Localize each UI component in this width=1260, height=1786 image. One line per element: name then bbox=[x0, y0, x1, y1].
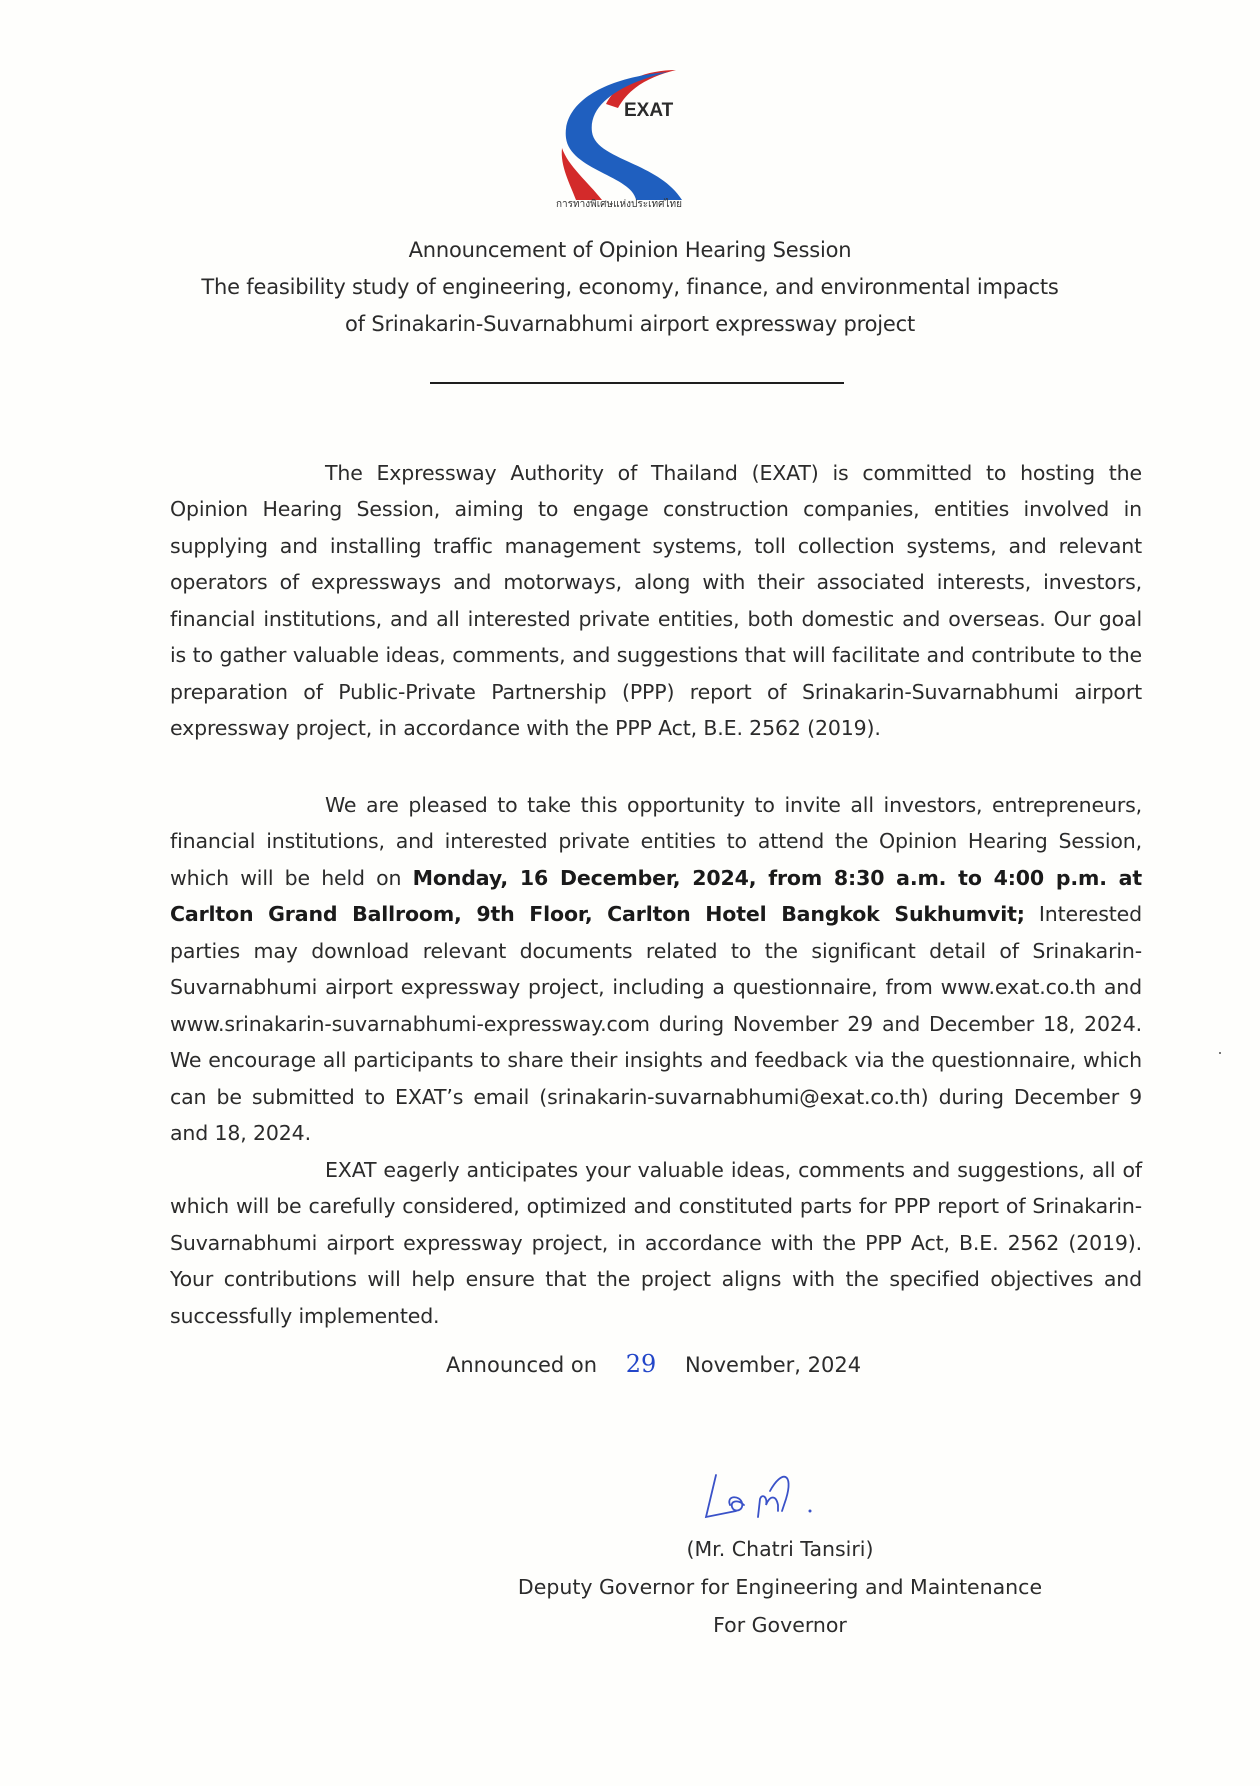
title-line-2: The feasibility study of engineering, economy, finance, and environmental impacts bbox=[201, 275, 1059, 299]
document-title bbox=[0, 232, 1260, 343]
title-divider bbox=[430, 382, 844, 384]
logo-text: EXAT bbox=[624, 100, 674, 121]
title-line-1: Announcement of Opinion Hearing Session bbox=[408, 238, 852, 262]
handwritten-signature-icon bbox=[700, 1455, 860, 1525]
announced-month-year: November, 2024 bbox=[685, 1353, 862, 1377]
invitation-text-start: We are pleased to take this opportunity to invite all investors, entrepreneurs, financial institutions, and interested private entities to attend the Opinion Hearing Session, which will be held on bbox=[170, 792, 1142, 890]
event-details: Monday, 16 December, 2024, from 8:30 a.m. to 4:00 p.m. at Carlton Grand Ballroom, 9th Floor, Carlton Hotel Bangkok Sukhumvit; bbox=[170, 865, 1143, 926]
signer-on-behalf: For Governor bbox=[713, 1613, 847, 1637]
logo-caption: การทางพิเศษแห่งประเทศไทย bbox=[556, 199, 682, 210]
paragraph-closing: EXAT eagerly anticipates your valuable ideas, comments and suggestions, all of which will be carefully considered, optimized and constituted parts for PPP report of Srinakarin-Suvarnabhumi airport expressway project, in accordance with the PPP Act, B.E. 2562 (2019). Your contributions will help ensure that the project aligns with the specified objectives and successfully implemented. bbox=[170, 1157, 1142, 1328]
paragraph-introduction: The Expressway Authority of Thailand (EXAT) is committed to hosting the Opinion Hearing Session, aiming to engage construction companies, entities involved in supplying and installing traffic management systems, toll collection systems, and relevant operators of expressways and motorways, along with their associated interests, investors, financial institutions, and all interested private entities, both domestic and overseas. Our goal is to gather valuable ideas, comments, and suggestions that will facilitate and contribute to the preparation of Public-Private Partnership (PPP) report of Srinakarin-Suvarnabhumi airport expressway project, in accordance with the PPP Act, B.E. 2562 (2019). bbox=[170, 460, 1142, 740]
signer-name: (Mr. Chatri Tansiri) bbox=[686, 1537, 874, 1561]
announcement-date bbox=[446, 1350, 861, 1378]
invitation-text-end: Interested parties may download relevant documents related to the significant detail of Srinakarin-Suvarnabhumi airport expressway project, including a questionnaire, from www.exat.co.th and www.srinakarin-suvarnabhumi-expressway.com during November 29 and December 18, 2024. We encourage all participants to share their insights and feedback via the questionnaire, which can be submitted to EXAT’s email (srinakarin-suvarnabhumi@exat.co.th) during December 9 and 18, 2024. bbox=[170, 902, 1142, 1145]
handwritten-day: 29 bbox=[625, 1350, 657, 1378]
announced-prefix: Announced on bbox=[446, 1353, 598, 1377]
signer-position: Deputy Governor for Engineering and Maintenance bbox=[517, 1575, 1043, 1599]
paragraph-invitation bbox=[170, 787, 1142, 1152]
title-line-3: of Srinakarin-Suvarnabhumi airport expressway project bbox=[345, 312, 915, 336]
scan-artifact bbox=[1219, 1052, 1221, 1054]
signer-block bbox=[500, 1530, 1060, 1644]
exat-logo-icon bbox=[548, 66, 698, 216]
